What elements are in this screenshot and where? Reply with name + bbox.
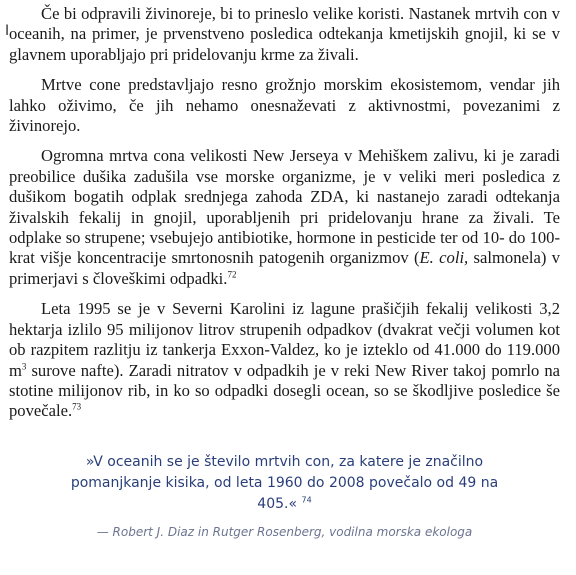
paragraph-1 (9, 4, 560, 65)
species-name: E. coli, (419, 248, 469, 268)
unit-superscript: 3 (21, 360, 27, 371)
footnote-ref: 74 (301, 495, 312, 505)
text-cursor-icon: I (5, 23, 10, 39)
paragraph-text: surove nafte). Zaradi nitratov v odpadkih je v reki New River takoj pomrlo na stotine milijonov rib, in ko so odpadki dosegli ocean, so se škodljive posledice še povečale. (9, 360, 560, 421)
paragraph-text: Leta 1995 se je v Severni Karolini iz lagune prašičjih fekalij velikosti 3,2 hektarja izlilo 95 milijonov litrov strupenih odpadkov (dvakrat večji volumen kot ob razpitem razlitju iz tankerja Exxon-Valdez, ko je izteklo od 41.000 do 119.000 m (9, 299, 560, 380)
paragraph-text: Če bi odpravili živinoreje, bi to prineslo velike koristi. Nastanek mrtvih con v oceanih, na primer, je prvenstveno posledica odtekanja kmetijskih gnojil, ki se v glavnem uporabljajo pri pridelovanju krme za živali. (9, 4, 560, 64)
paragraph-2 (9, 75, 560, 136)
quote-attribution: — Robert J. Diaz in Rutger Rosenberg, vodilna morska ekologa (96, 524, 473, 539)
pull-quote (9, 452, 560, 515)
paragraph-text: salmonela) v primerjavi s človeškimi odpadki. (9, 248, 561, 288)
quote-text: »V oceanih se je število mrtvih con, za katere je značilno pomanjkanje kisika, od leta 1960 do 2008 povečalo od 49 na 405.« (70, 453, 499, 512)
footnote-ref: 72 (227, 269, 237, 280)
paragraph-text: Mrtve cone predstavljajo resno grožnjo morskim ekosistemom, vendar jih lahko oživimo, če jih nehamo onesnaževati z aktivnostmi, povezanimi z živinorejo. (9, 75, 560, 136)
footnote-ref: 73 (72, 401, 82, 412)
paragraph-text: Ogromna mrtva cona velikosti New Jerseya v Mehiškem zalivu, ki je zaradi preobilice dušika zadušila vse morske organizme, je v veliki meri posledica z dušikom bogatih odplak srednjega zahoda ZDA, ki nastanejo zaradi odtekanja živalskih fekalij in gnojil, uporabljenih pri pridelovanju hrane za živali. Te odplake so strupene; vsebujejo antibiotike, hormone in pesticide ter od 10- do 100-krat višje koncentracije smrtonosnih patogenih organizmov ( (9, 146, 560, 268)
paragraph-3 (9, 146, 560, 289)
paragraph-4 (9, 299, 560, 421)
